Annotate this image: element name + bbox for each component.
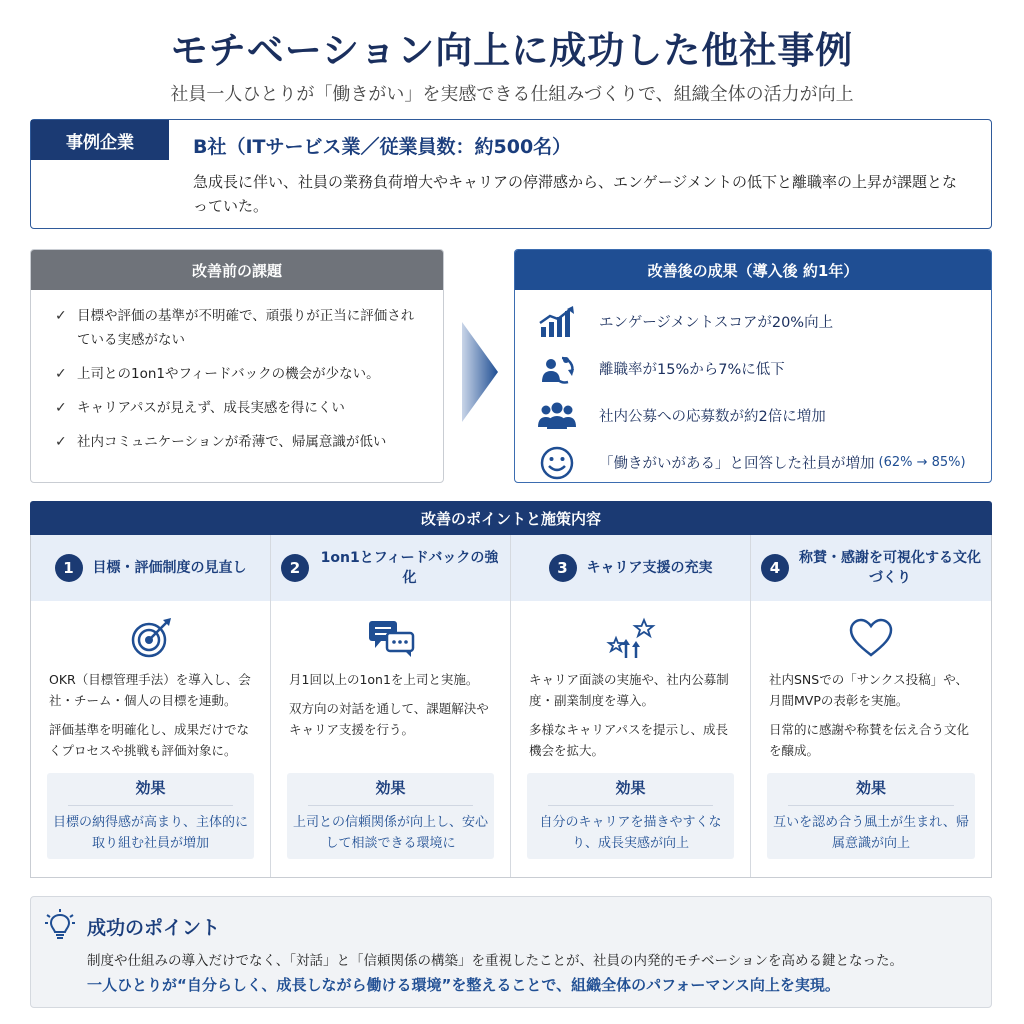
point-text: 双方向の対話を通して、課題解決やキャリア支援を行う。 (289, 701, 489, 737)
result-text: 社内公募への応募数が約2倍に増加 (599, 409, 826, 425)
point-title: キャリア支援の充実 (586, 560, 713, 576)
check-icon: ✓ (55, 366, 67, 382)
heart-icon (751, 607, 991, 669)
point-title: 1on1とフィードバックの強化 (320, 550, 499, 586)
effect-label: 効果 (855, 779, 886, 797)
issue-text: キャリアパスが見えず、成長実感を得にくい (77, 400, 345, 416)
person-refresh-icon (537, 351, 577, 387)
point-header (751, 535, 991, 601)
check-icon: ✓ (55, 400, 67, 416)
point-column-4 (751, 535, 991, 877)
result-text: エンゲージメントスコアが20%向上 (599, 315, 834, 331)
point-body (31, 669, 270, 761)
effect-label: 効果 (375, 779, 406, 797)
chart-growth-icon (537, 304, 577, 340)
case-description: 急成長に伴い、社員の業務負荷増大やキャリアの停滞感から、エンゲージメントの低下と離職率の上昇が課題となっていた。 (193, 173, 957, 215)
point-text: 評価基準を明確化し、成果だけでなくプロセスや挑戦も評価対象に。 (49, 722, 250, 758)
result-text: 「働きがいがある」と回答した社員が増加 (599, 456, 875, 472)
issue-text: 目標や評価の基準が不明確で、頑張りが正当に評価されている実感がない (77, 308, 415, 348)
effect-text: 互いを認め合う風土が生まれ、帰属意識が向上 (773, 815, 969, 851)
point-title: 目標・評価制度の見直し (92, 560, 247, 576)
effect-box (527, 773, 734, 859)
point-header (31, 535, 270, 601)
divider (548, 805, 714, 806)
point-text: 日常的に感謝や称賛を伝え合う文化を醸成。 (769, 722, 970, 758)
before-issues-list (31, 290, 443, 454)
point-column-3 (511, 535, 751, 877)
issue-text: 上司との1on1やフィードバックの機会が少ない。 (77, 366, 380, 382)
arrow-right-icon (462, 322, 498, 422)
divider (68, 805, 234, 806)
point-column-2 (271, 535, 511, 877)
point-text: 社内SNSでの「サンクス投稿」や、月間MVPの表彰を実施。 (769, 672, 968, 708)
issue-text: 社内コミュニケーションが希薄で、帰属意識が低い (77, 434, 387, 450)
group-icon (537, 398, 577, 434)
number-badge: 2 (281, 554, 309, 582)
page-title: モチベーション向上に成功した他社事例 (170, 29, 854, 72)
points-section-title: 改善のポイントと施策内容 (30, 501, 992, 535)
point-text: キャリア面談の実施や、社内公募制度・副業制度を導入。 (529, 672, 729, 708)
after-results-title: 改善後の成果（導入後 約1年） (515, 250, 991, 290)
point-text: 多様なキャリアパスを提示し、成長機会を拡大。 (529, 722, 729, 758)
case-company-name: B社（ITサービス業／従業員数：約500名） (193, 136, 572, 158)
effect-box (767, 773, 975, 859)
effect-text: 目標の納得感が高まり、主体的に取り組む社員が増加 (52, 815, 248, 851)
number-badge: 4 (761, 554, 789, 582)
effect-text: 上司との信頼関係が向上し、安心して相談できる環境に (292, 815, 488, 851)
list-item (537, 392, 991, 439)
chat-icon (271, 607, 510, 669)
target-icon (31, 607, 270, 669)
list-item (537, 345, 991, 392)
point-title: 称賛・感謝を可視化する文化づくり (799, 550, 981, 586)
career-stars-icon (511, 607, 750, 669)
list-item (55, 396, 425, 420)
effect-box (287, 773, 494, 859)
divider (788, 805, 954, 806)
effect-label: 効果 (135, 779, 166, 797)
point-header (511, 535, 750, 601)
point-body (751, 669, 991, 761)
list-item (55, 362, 425, 386)
case-tag: 事例企業 (31, 120, 169, 160)
success-line-2: 一人ひとりが“自分らしく、成長しながら働ける環境”を整えることで、組織全体のパフォーマンス向上を実現。 (87, 976, 840, 994)
after-results-list (515, 290, 991, 483)
number-badge: 1 (55, 554, 83, 582)
point-text: OKR（目標管理手法）を導入し、会社・チーム・個人の目標を連動。 (49, 672, 251, 708)
after-results-panel (514, 249, 992, 483)
point-header (271, 535, 510, 601)
effect-box (47, 773, 254, 859)
result-text: 離職率が15%から7%に低下 (599, 362, 785, 378)
smile-icon (537, 445, 577, 481)
effect-label: 効果 (615, 779, 646, 797)
before-issues-title: 改善前の課題 (31, 250, 443, 290)
list-item (537, 298, 991, 345)
divider (308, 805, 474, 806)
lightbulb-icon (45, 909, 75, 943)
success-line-1: 制度や仕組みの導入だけでなく、「対話」と「信頼関係の構築」を重視したことが、社員の内発的モチベーションを高める鍵となった。 (87, 953, 903, 969)
list-item (55, 430, 425, 454)
case-company-panel (30, 119, 992, 229)
list-item (55, 304, 425, 352)
point-body (271, 669, 510, 740)
check-icon: ✓ (55, 308, 67, 324)
success-title: 成功のポイント (87, 917, 221, 939)
check-icon: ✓ (55, 434, 67, 450)
list-item (537, 439, 991, 483)
page-subtitle: 社員一人ひとりが「働きがい」を実感できる仕組みづくりで、組織全体の活力が向上 (170, 84, 854, 105)
point-column-1 (31, 535, 271, 877)
effect-text: 自分のキャリアを描きやすくなり、成長実感が向上 (539, 815, 722, 851)
points-grid (30, 535, 992, 878)
success-points-panel (30, 896, 992, 1008)
point-body (511, 669, 750, 761)
number-badge: 3 (549, 554, 577, 582)
result-note: (62% → 85%) (878, 455, 966, 470)
before-issues-panel (30, 249, 444, 483)
point-text: 月1回以上の1on1を上司と実施。 (289, 672, 479, 687)
